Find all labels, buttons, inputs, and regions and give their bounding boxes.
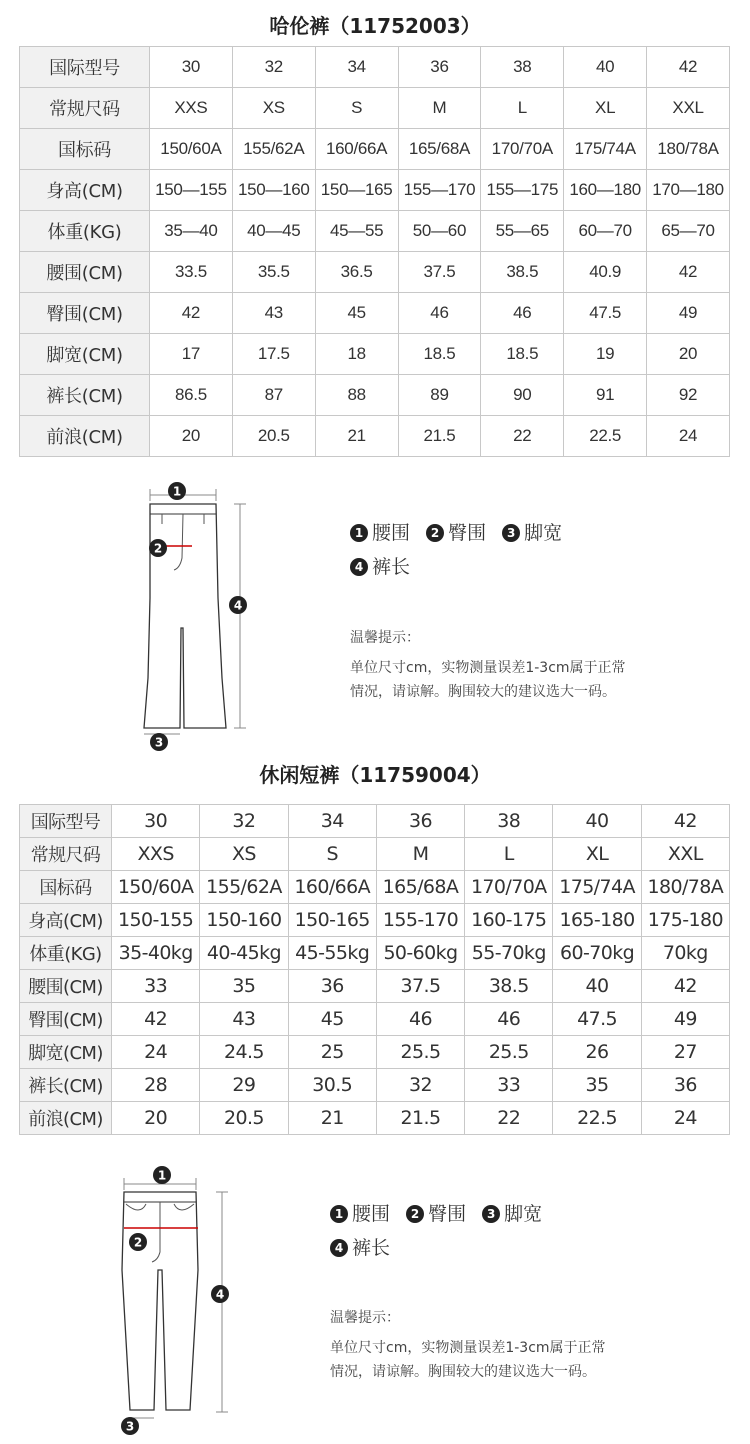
table-cell: 20 (112, 1102, 200, 1135)
marker-4-icon (229, 596, 247, 614)
table-cell: 22.5 (564, 416, 647, 457)
table-cell: 36 (288, 970, 376, 1003)
legend-length: 4 裤长 (350, 550, 410, 584)
number-3-icon: 3 (502, 524, 520, 542)
number-2-icon: 2 (426, 524, 444, 542)
table-row (20, 805, 730, 838)
table-row (20, 970, 730, 1003)
table-cell: 150/60A (150, 129, 233, 170)
table-cell: 17.5 (232, 334, 315, 375)
legend-foot: 3 脚宽 (502, 516, 562, 550)
table-cell: XS (200, 838, 288, 871)
table-cell: 33 (465, 1069, 553, 1102)
table-cell: 155/62A (200, 871, 288, 904)
marker-2-icon (129, 1233, 147, 1251)
table-row (20, 47, 730, 88)
row-header: 国际型号 (20, 805, 112, 838)
table-cell: 165-180 (553, 904, 641, 937)
table-cell: 55—65 (481, 211, 564, 252)
table-cell: 19 (564, 334, 647, 375)
table-cell: XXS (150, 88, 233, 129)
table-cell: 88 (315, 375, 398, 416)
table-cell: 150-160 (200, 904, 288, 937)
row-header: 臀围(CM) (20, 1003, 112, 1036)
number-1-icon: 1 (350, 524, 368, 542)
table-row (20, 252, 730, 293)
table-cell: 165/68A (398, 129, 481, 170)
table-cell: 46 (465, 1003, 553, 1036)
legend-hip: 2 臀围 (426, 516, 486, 550)
legend-hip: 2 臀围 (406, 1197, 466, 1231)
table-cell: 175-180 (641, 904, 729, 937)
table-cell: 36 (641, 1069, 729, 1102)
table-cell: 40.9 (564, 252, 647, 293)
table-cell: 55-70kg (465, 937, 553, 970)
row-header: 腰围(CM) (20, 252, 150, 293)
table-row (20, 88, 730, 129)
legend-foot: 3 脚宽 (482, 1197, 542, 1231)
table-cell: 45 (315, 293, 398, 334)
row-header: 腰围(CM) (20, 970, 112, 1003)
table-row (20, 129, 730, 170)
table-cell: 150—155 (150, 170, 233, 211)
table-cell: 42 (647, 47, 730, 88)
row-header: 前浪(CM) (20, 416, 150, 457)
table-cell: 30.5 (288, 1069, 376, 1102)
table-cell: 70kg (641, 937, 729, 970)
table-cell: 46 (481, 293, 564, 334)
table-row (20, 170, 730, 211)
table-cell: 87 (232, 375, 315, 416)
table-cell: 50—60 (398, 211, 481, 252)
marker-2-icon (149, 539, 167, 557)
table-row (20, 937, 730, 970)
table-cell: 89 (398, 375, 481, 416)
harem-pants-size-table (19, 46, 730, 457)
note-line-1: 单位尺寸cm，实物测量误差1-3cm属于正常 (350, 660, 626, 676)
table-cell: 40 (564, 47, 647, 88)
table-cell: 34 (315, 47, 398, 88)
table-cell: 22 (481, 416, 564, 457)
table-cell: 46 (376, 1003, 464, 1036)
table-cell: 30 (150, 47, 233, 88)
row-header: 国际型号 (20, 47, 150, 88)
svg-text:1: 1 (172, 484, 182, 499)
table-cell: 24 (647, 416, 730, 457)
table-cell: 30 (112, 805, 200, 838)
table-cell: 49 (647, 293, 730, 334)
table-cell: 38.5 (465, 970, 553, 1003)
table-cell: 36.5 (315, 252, 398, 293)
table-cell: 18 (315, 334, 398, 375)
table-row (20, 838, 730, 871)
size-table-body (20, 47, 730, 457)
legend-waist: 1 腰围 (350, 516, 410, 550)
table-cell: 35-40kg (112, 937, 200, 970)
table-cell: 40 (553, 970, 641, 1003)
table-cell: 50-60kg (376, 937, 464, 970)
table-cell: 180/78A (641, 871, 729, 904)
table-cell: 155—170 (398, 170, 481, 211)
table-cell: 150-155 (112, 904, 200, 937)
table-cell: 36 (376, 805, 464, 838)
table-cell: 22 (465, 1102, 553, 1135)
row-header: 常规尺码 (20, 838, 112, 871)
svg-text:2: 2 (153, 541, 163, 556)
table-cell: XXL (641, 838, 729, 871)
table-row (20, 375, 730, 416)
table-cell: 42 (647, 252, 730, 293)
legend-length: 4 裤长 (330, 1231, 390, 1265)
table-cell: 165/68A (376, 871, 464, 904)
marker-1-icon (153, 1166, 171, 1184)
table-row (20, 334, 730, 375)
table-cell: 32 (200, 805, 288, 838)
table-cell: L (465, 838, 553, 871)
table-cell: 92 (647, 375, 730, 416)
table-cell: 86.5 (150, 375, 233, 416)
svg-text:2: 2 (133, 1235, 143, 1250)
table-row (20, 904, 730, 937)
table-row (20, 416, 730, 457)
row-header: 脚宽(CM) (20, 1036, 112, 1069)
table-cell: 170/70A (481, 129, 564, 170)
table-cell: 47.5 (564, 293, 647, 334)
note-line-2: 情况，请谅解。胸围较大的建议选大一码。 (330, 1364, 596, 1380)
note-line-2: 情况，请谅解。胸围较大的建议选大一码。 (350, 684, 616, 700)
table-cell: 37.5 (398, 252, 481, 293)
row-header: 前浪(CM) (20, 1102, 112, 1135)
table-cell: 160—180 (564, 170, 647, 211)
section1-note (350, 626, 626, 704)
row-header: 国标码 (20, 871, 112, 904)
table-row (20, 1036, 730, 1069)
table-cell: 36 (398, 47, 481, 88)
harem-pants-diagram (130, 478, 250, 753)
marker-1-icon (168, 482, 186, 500)
table-cell: 150—165 (315, 170, 398, 211)
table-cell: 35 (200, 970, 288, 1003)
table-cell: 150-165 (288, 904, 376, 937)
row-header: 体重(KG) (20, 211, 150, 252)
table-cell: 170/70A (465, 871, 553, 904)
row-header: 臀围(CM) (20, 293, 150, 334)
number-2-icon: 2 (406, 1205, 424, 1223)
row-header: 身高(CM) (20, 904, 112, 937)
table-cell: 40 (553, 805, 641, 838)
table-cell: 160/66A (288, 871, 376, 904)
section2-note (330, 1306, 606, 1384)
table-cell: 42 (641, 970, 729, 1003)
row-header: 裤长(CM) (20, 1069, 112, 1102)
section1-title: 哈伦裤（11752003） (269, 14, 481, 38)
table-cell: 25.5 (465, 1036, 553, 1069)
table-cell: 29 (200, 1069, 288, 1102)
table-cell: 38 (465, 805, 553, 838)
row-header: 裤长(CM) (20, 375, 150, 416)
table-row (20, 1003, 730, 1036)
table-row (20, 1102, 730, 1135)
table-cell: 155—175 (481, 170, 564, 211)
section2-legend (330, 1195, 552, 1263)
table-cell: 160-175 (465, 904, 553, 937)
table-row (20, 211, 730, 252)
table-cell: 91 (564, 375, 647, 416)
marker-3-icon (121, 1417, 139, 1435)
table-cell: 60—70 (564, 211, 647, 252)
table-cell: 24.5 (200, 1036, 288, 1069)
section2-title: 休闲短裤（11759004） (259, 763, 491, 787)
table-row (20, 1069, 730, 1102)
casual-shorts-size-table (19, 804, 730, 1135)
size-table-body (20, 805, 730, 1135)
number-4-icon: 4 (330, 1239, 348, 1257)
table-cell: 180/78A (647, 129, 730, 170)
row-header: 身高(CM) (20, 170, 150, 211)
table-cell: 155-170 (376, 904, 464, 937)
table-cell: XL (553, 838, 641, 871)
table-cell: XXL (647, 88, 730, 129)
table-cell: 21.5 (398, 416, 481, 457)
table-cell: 40—45 (232, 211, 315, 252)
table-cell: 20 (647, 334, 730, 375)
table-cell: S (288, 838, 376, 871)
marker-4-icon (211, 1285, 229, 1303)
table-cell: 90 (481, 375, 564, 416)
casual-pants-diagram (110, 1160, 240, 1440)
table-cell: XL (564, 88, 647, 129)
table-row (20, 293, 730, 334)
number-1-icon: 1 (330, 1205, 348, 1223)
table-cell: 34 (288, 805, 376, 838)
svg-text:4: 4 (215, 1287, 225, 1302)
table-cell: M (376, 838, 464, 871)
table-cell: 25 (288, 1036, 376, 1069)
table-cell: 35 (553, 1069, 641, 1102)
table-cell: S (315, 88, 398, 129)
table-cell: 32 (232, 47, 315, 88)
legend-waist: 1 腰围 (330, 1197, 390, 1231)
row-header: 国标码 (20, 129, 150, 170)
table-cell: 42 (150, 293, 233, 334)
table-cell: 45-55kg (288, 937, 376, 970)
table-cell: 38.5 (481, 252, 564, 293)
table-cell: 18.5 (481, 334, 564, 375)
table-cell: 32 (376, 1069, 464, 1102)
table-cell: 27 (641, 1036, 729, 1069)
table-cell: 35.5 (232, 252, 315, 293)
table-cell: 18.5 (398, 334, 481, 375)
table-cell: 20 (150, 416, 233, 457)
marker-3-icon (150, 733, 168, 751)
table-cell: 43 (200, 1003, 288, 1036)
table-cell: 22.5 (553, 1102, 641, 1135)
table-cell: 42 (112, 1003, 200, 1036)
table-cell: 21 (288, 1102, 376, 1135)
section1-legend (350, 514, 572, 582)
note-heading: 温馨提示： (330, 1310, 400, 1326)
table-cell: 160/66A (315, 129, 398, 170)
table-cell: 33 (112, 970, 200, 1003)
number-3-icon: 3 (482, 1205, 500, 1223)
table-cell: 37.5 (376, 970, 464, 1003)
svg-text:3: 3 (125, 1419, 135, 1434)
table-cell: 42 (641, 805, 729, 838)
table-cell: L (481, 88, 564, 129)
table-cell: 24 (641, 1102, 729, 1135)
table-cell: 175/74A (553, 871, 641, 904)
table-cell: XS (232, 88, 315, 129)
table-cell: 43 (232, 293, 315, 334)
table-cell: 49 (641, 1003, 729, 1036)
table-cell: 25.5 (376, 1036, 464, 1069)
table-cell: 175/74A (564, 129, 647, 170)
table-cell: 150—160 (232, 170, 315, 211)
note-line-1: 单位尺寸cm，实物测量误差1-3cm属于正常 (330, 1340, 606, 1356)
table-cell: 33.5 (150, 252, 233, 293)
row-header: 脚宽(CM) (20, 334, 150, 375)
table-cell: 65—70 (647, 211, 730, 252)
table-cell: 17 (150, 334, 233, 375)
row-header: 体重(KG) (20, 937, 112, 970)
table-cell: 24 (112, 1036, 200, 1069)
number-4-icon: 4 (350, 558, 368, 576)
table-cell: 38 (481, 47, 564, 88)
table-cell: 20.5 (200, 1102, 288, 1135)
table-cell: 21 (315, 416, 398, 457)
table-cell: 20.5 (232, 416, 315, 457)
table-cell: 28 (112, 1069, 200, 1102)
table-cell: 46 (398, 293, 481, 334)
svg-text:1: 1 (157, 1168, 167, 1183)
table-cell: 45 (288, 1003, 376, 1036)
row-header: 常规尺码 (20, 88, 150, 129)
note-heading: 温馨提示： (350, 630, 420, 646)
table-cell: 21.5 (376, 1102, 464, 1135)
table-cell: 26 (553, 1036, 641, 1069)
table-cell: 155/62A (232, 129, 315, 170)
svg-text:4: 4 (233, 598, 243, 613)
table-cell: 35—40 (150, 211, 233, 252)
table-cell: M (398, 88, 481, 129)
svg-text:3: 3 (154, 735, 164, 750)
table-cell: 40-45kg (200, 937, 288, 970)
table-cell: 150/60A (112, 871, 200, 904)
table-cell: 170—180 (647, 170, 730, 211)
table-cell: 60-70kg (553, 937, 641, 970)
table-row (20, 871, 730, 904)
table-cell: XXS (112, 838, 200, 871)
table-cell: 45—55 (315, 211, 398, 252)
table-cell: 47.5 (553, 1003, 641, 1036)
